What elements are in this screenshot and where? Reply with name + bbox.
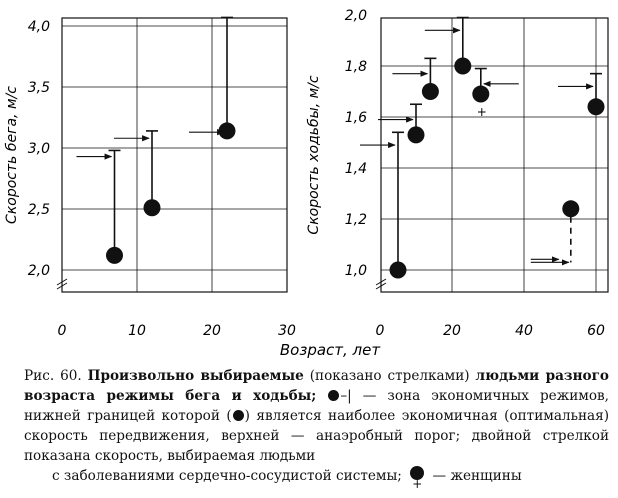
caption-normal-3: является наиболее экономичная (оптимальная) скорость передвижения, верхней — анаэробный порог; двойной стрелкой показана скорость, выбираемая людьми <box>24 408 610 464</box>
x-tick-label: 20 <box>203 323 221 339</box>
figure-caption: Рис. 60. Произвольно выбираемые (показано стрелками) людьми разного возраста режимы бега и ходьбы; –| — зона экономичных режимов, нижней границей которой ( ) является наиболее экономичная (оптимальная) скорость передвижения, верхней — анаэробный порог; двойной стрелкой показана скорость, выбираемая людьми с заболеваниями сердечно-сосудистой системы; + — женщины <box>24 368 610 491</box>
walking-speed-chart <box>306 8 608 339</box>
x-tick-label: 10 <box>128 323 146 339</box>
caption-fig-label: Рис. 60. <box>24 368 82 384</box>
y-tick-label: 1,4 <box>344 161 367 177</box>
caption-bold-1: Произвольно выбираемые <box>87 368 304 384</box>
optimal-speed-point <box>422 83 439 100</box>
y-tick-label: 3,5 <box>27 80 50 96</box>
optimal-speed-point <box>390 262 407 279</box>
optimal-speed-dot-icon <box>233 410 244 421</box>
y-tick-label: 1,8 <box>344 59 367 75</box>
y-tick-label: 2,0 <box>27 263 50 279</box>
y-axis-label: Скорость ходьбы, м/с <box>306 75 322 235</box>
optimal-speed-point <box>106 247 123 264</box>
optimal-speed-point <box>408 126 425 143</box>
plot-frame <box>381 18 608 292</box>
y-tick-label: 1,2 <box>344 212 367 228</box>
plot-frame <box>62 18 287 292</box>
optimal-speed-point <box>588 98 605 115</box>
x-tick-label: 40 <box>515 323 533 339</box>
caption-normal-4: с заболеваниями сердечно-сосудистой системы; <box>52 468 402 484</box>
x-tick-label: 0 <box>375 323 385 339</box>
x-tick-label: 30 <box>278 323 296 339</box>
y-tick-label: 4,0 <box>27 19 50 35</box>
x-tick-label: 60 <box>587 323 605 339</box>
economy-zone-dot-icon <box>328 390 339 401</box>
y-tick-label: 3,0 <box>27 141 50 157</box>
optimal-speed-point <box>562 200 579 217</box>
optimal-speed-point <box>454 58 471 75</box>
caption-normal-2: — зона экономичных режимов, нижней границей которой <box>24 388 609 424</box>
optimal-speed-point <box>472 86 489 103</box>
x-tick-label: 20 <box>443 323 461 339</box>
y-tick-label: 1,6 <box>344 110 367 126</box>
caption-normal-5: — женщины <box>432 468 522 484</box>
optimal-speed-point <box>219 122 236 139</box>
optimal-speed-point <box>144 199 161 216</box>
y-tick-label: 2,0 <box>344 8 367 24</box>
y-tick-label: 1,0 <box>344 263 367 279</box>
caption-normal-1: (показано стрелками) <box>309 368 470 384</box>
women-marker-icon: + <box>410 466 424 488</box>
y-tick-label: 2,5 <box>27 202 50 218</box>
running-speed-chart <box>4 17 296 339</box>
y-axis-label: Скорость бега, м/с <box>4 86 20 224</box>
caption-bold-2: людьми разного возраста режимы бега и ходьбы; <box>24 368 609 404</box>
shared-x-axis-label: Возраст, лет <box>279 341 381 359</box>
x-tick-label: 0 <box>57 323 67 339</box>
women-plus-mark: + <box>476 105 487 120</box>
